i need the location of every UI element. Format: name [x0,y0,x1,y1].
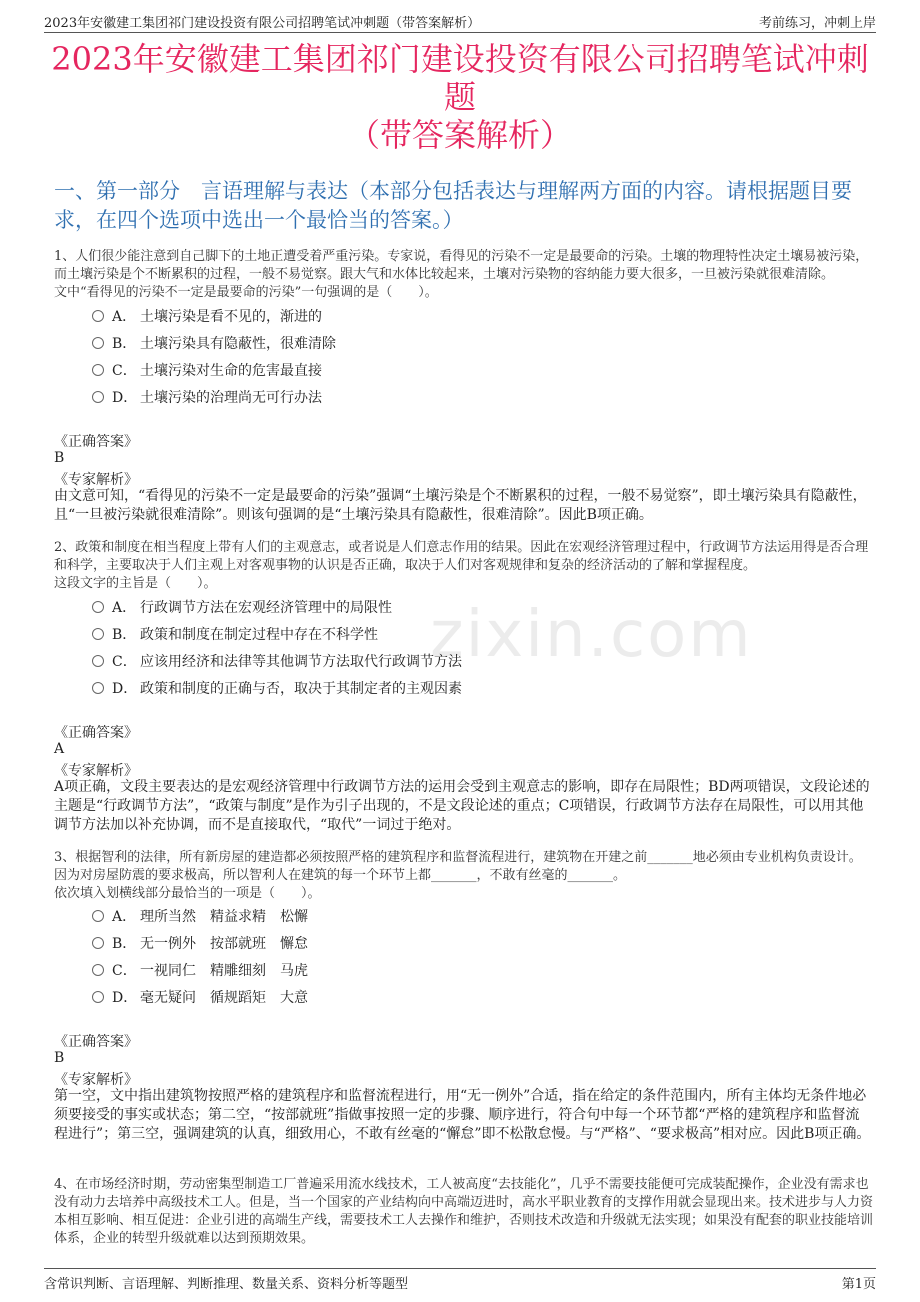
question-2-option-d[interactable]: D． 政策和制度的正确与否，取决于其制定者的主观因素 [92,679,462,699]
title-line-2: （带答案解析） [347,116,572,154]
analysis-label: 《专家解析》 [54,763,138,779]
question-3-answer: B [54,1050,65,1066]
question-stem-text: 4、在市场经济时期，劳动密集型制造工厂普遍采用流水线技术，工人被高度“去技能化”，几乎不需要技能便可完成装配操作，企业没有需求也没有动力去培养中高级技术工人。但是，当一个国家的产业结构向中高端迈进时，高水平职业教育的支撑作用就会显现出来。技术进步与人力资本相互影响、相互促进：企业引进的高端生产线，需要技术工人去操作和维护，否则技术改造和升级就无法实现；如果没有配套的职业技能培训体系，企业的转型升级就难以达到预期效果。 [54,1177,874,1246]
header-doc-title: 2023年安徽建工集团祁门建设投资有限公司招聘笔试冲刺题（带答案解析） [44,16,481,31]
question-3-option-b[interactable]: B． 无一例外 按部就班 懈怠 [92,934,308,954]
question-3-option-a[interactable]: A． 理所当然 精益求精 松懈 [92,907,308,927]
question-4-stem [54,1176,874,1248]
question-1-stem [54,248,874,302]
question-1-option-c[interactable]: C． 土壤污染对生命的危害最直接 [92,361,322,381]
radio-icon[interactable] [92,991,104,1003]
question-stem-text: 1、人们很少能注意到自己脚下的土地正遭受着严重污染。专家说，看得见的污染不一定是最要命的污染。土壤的物理特性决定土壤易被污染，而土壤污染是个不断累积的过程，一般不易觉察。跟大气和水体比较起来，土壤对污染物的容纳能力要大很多，一旦被污染就很难清除。 [54,249,869,282]
answer-label: 《正确答案》 [54,725,138,741]
radio-icon[interactable] [92,937,104,949]
page-footer [44,1268,876,1293]
question-3-stem [54,849,874,903]
radio-icon[interactable] [92,682,104,694]
radio-icon[interactable] [92,910,104,922]
answer-label: 《正确答案》 [54,434,138,450]
radio-icon[interactable] [92,628,104,640]
question-1-answer: B [54,450,65,466]
radio-icon[interactable] [92,391,104,403]
question-1-option-d[interactable]: D． 土壤污染的治理尚无可行办法 [92,388,322,408]
radio-icon[interactable] [92,655,104,667]
section-heading: 一、第一部分 言语理解与表达（本部分包括表达与理解两方面的内容。请根据题目要求，在四个选项中选出一个最恰当的答案。） [54,179,852,232]
header-slogan: 考前练习，冲刺上岸 [758,16,876,31]
question-2-answer: A [54,741,65,757]
radio-icon[interactable] [92,964,104,976]
radio-icon[interactable] [92,337,104,349]
document-title [40,40,880,154]
radio-icon[interactable] [92,310,104,322]
answer-label: 《正确答案》 [54,1034,138,1050]
question-3-option-c[interactable]: C． 一视同仁 精雕细刻 马虎 [92,961,308,981]
radio-icon[interactable] [92,364,104,376]
question-2-analysis: A项正确，文段主要表达的是宏观经济管理中行政调节方法的运用会受到主观意志的影响，即存在局限性；BD两项错误，文段论述的主题是“行政调节方法”，“政策与制度”是作为引子出现的，不是文段论述的重点；C项错误，行政调节方法存在局限性，可以用其他调节方法加以补充协调，而不是直接取代，“取代”一词过于绝对。 [54,779,870,833]
question-2-stem [54,539,874,593]
footer-topics: 含常识判断、言语理解、判断推理、数量关系、资料分析等题型 [44,1277,409,1292]
question-prompt: 文中“看得见的污染不一定是最要命的污染”一句强调的是（ ）。 [54,285,438,300]
question-1-option-a[interactable]: A． 土壤污染是看不见的，渐进的 [92,307,322,327]
analysis-label: 《专家解析》 [54,1072,138,1088]
page-number: 第1页 [841,1277,876,1292]
question-2-option-c[interactable]: C． 应该用经济和法律等其他调节方法取代行政调节方法 [92,652,462,672]
question-2-option-b[interactable]: B． 政策和制度在制定过程中存在不科学性 [92,625,378,645]
question-stem-text: 3、根据智利的法律，所有新房屋的建造都必须按照严格的建筑程序和监督流程进行，建筑物在开建之前_______地必须由专业机构负责设计。因为对房屋防震的要求极高，所以智利人在建筑的每一个环节上都_______，不敢有丝毫的_______。 [54,850,862,883]
question-prompt: 依次填入划横线部分最恰当的一项是（ ）。 [54,886,321,901]
title-line-1: 2023年安徽建工集团祁门建设投资有限公司招聘笔试冲刺题 [51,40,869,116]
question-stem-text: 2、政策和制度在相当程度上带有人们的主观意志，或者说是人们意志作用的结果。因此在宏观经济管理过程中，行政调节方法运用得是否合理和科学，主要取决于人们主观上对客观事物的认识是否正确，取决于人们对客观规律和复杂的经济活动的了解和掌握程度。 [54,540,869,573]
question-2-option-a[interactable]: A． 行政调节方法在宏观经济管理中的局限性 [92,598,392,618]
question-3-option-d[interactable]: D． 毫无疑问 循规蹈矩 大意 [92,988,308,1008]
watermark: zixin.com [430,598,753,672]
question-1-option-b[interactable]: B． 土壤污染具有隐蔽性，很难清除 [92,334,336,354]
analysis-label: 《专家解析》 [54,472,138,488]
question-1-analysis: 由文意可知，“看得见的污染不一定是最要命的污染”强调“土壤污染是个不断累积的过程，一般不易觉察”，即土壤污染具有隐蔽性，且“一旦被污染就很难清除”。则该句强调的是“土壤污染具有隐蔽性，很难清除”。因此B项正确。 [54,488,867,523]
page-header [44,10,876,33]
radio-icon[interactable] [92,601,104,613]
question-prompt: 这段文字的主旨是（ ）。 [54,576,217,591]
question-3-analysis: 第一空，文中指出建筑物按照严格的建筑程序和监督流程进行，用“无一例外”合适，指在给定的条件范围内，所有主体均无条件地必须要接受的事实或状态；第二空，“按部就班”指做事按照一定的步骤、顺序进行，符合句中每一个环节都“严格的建筑程序和监督流程进行”；第三空，强调建筑的认真，细致用心，不敢有丝毫的“懈怠”即不松散怠慢。与“严格”、“要求极高”相对应。因此B项正确。 [54,1088,871,1142]
